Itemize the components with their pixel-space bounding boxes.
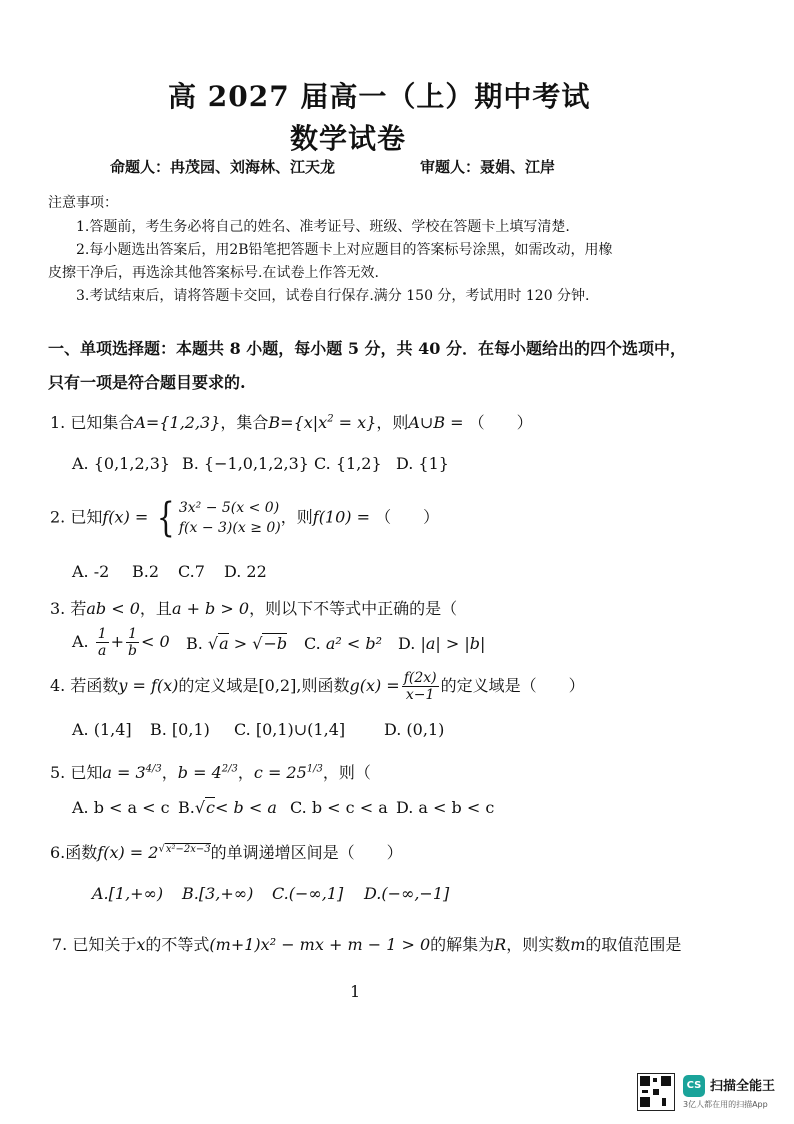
- page-number: 1: [350, 982, 361, 1001]
- notes-heading: 注意事项：: [48, 195, 118, 211]
- note-item-2b: 皮擦干净后，再选涂其他答案标号.在试卷上作答无效.: [48, 265, 379, 281]
- q6-option-b: B.[3,+∞): [182, 884, 254, 903]
- reviewers: 审题人：聂娟、江岸: [420, 158, 556, 176]
- set-a: A={1,2,3}: [134, 413, 221, 432]
- question-2: 2. 已知f(x) = { 3x² − 5(x < 0) f(x − 3)(x ≥ 0) ，则f(10) = （ ）: [50, 495, 440, 541]
- question-number: 5.: [50, 763, 66, 782]
- question-number: 7.: [52, 935, 68, 954]
- brand-tagline: 3亿人都在用的扫描App: [683, 1100, 768, 1109]
- section1-heading-line1: 一、单项选择题：本题共 8 小题，每小题 5 分，共 40 分．在每小题给出的四个选项中，: [48, 339, 686, 358]
- question-4: 4. 若函数y = f(x)的定义域是[0,2],则函数g(x) = $\frac{f(2x)}{x-1}$ 的定义域是（ ）: [50, 670, 585, 703]
- qr-code-icon: [637, 1073, 675, 1111]
- question-number: 2.: [50, 507, 66, 527]
- q5-option-c: C. b < c < a: [290, 798, 388, 817]
- question-1: 1. 已知集合A={1,2,3}，集合$B=\{x|x^2 = x\}$，则A∪B = （ ）: [50, 413, 533, 432]
- set-b: $B=\{x|x^2 = x\}$: [268, 413, 377, 432]
- camscanner-logo-icon: CS: [683, 1075, 705, 1097]
- exam-subtitle: 数学试卷: [290, 122, 407, 155]
- q4-option-d: D. (0,1): [384, 720, 445, 739]
- brand-name: 扫描全能王: [710, 1079, 776, 1094]
- q3-option-c: C. a² < b²: [304, 634, 383, 653]
- question-number: 6.: [50, 843, 66, 862]
- q2-option-d: D. 22: [224, 562, 267, 581]
- q4-option-c: C. [0,1)∪(1,4]: [234, 720, 346, 739]
- q1-option-b: B. {−1,0,1,2,3}: [182, 454, 309, 473]
- q4-option-a: A. (1,4]: [72, 720, 132, 739]
- question-7: 7. 已知关于x的不等式(m+1)x² − mx + m − 1 > 0的解集为R，则实数m的取值范围是: [52, 935, 682, 954]
- q3-option-b: B. √a > √−b: [186, 634, 288, 653]
- section1-heading-line2: 只有一项是符合题目要求的.: [48, 373, 246, 392]
- q5-option-b: B.√c< b < a: [178, 798, 277, 817]
- question-5: 5. 已知$a = 3^{4/3}$，$b = 4^{2/3}$，$c = 25^{1/3}$，则（: [50, 763, 371, 782]
- q1-option-a: A. {0,1,2,3}: [72, 454, 171, 473]
- q3-option-d: D. |a| > |b|: [398, 634, 486, 653]
- question-number: 3.: [50, 599, 66, 618]
- q6-option-d: D.(−∞,−1]: [364, 884, 450, 903]
- q2-option-b: B.2: [132, 562, 160, 581]
- question-number: 1.: [50, 413, 66, 432]
- question-6: 6.函数$f(x) = 2^{√x^2-2x-3}$的单调递增区间是（ ）: [50, 843, 403, 862]
- note-item-1: 1.答题前，考生务必将自己的姓名、准考证号、班级、学校在答题卡上填写清楚.: [76, 219, 570, 235]
- authors: 命题人：冉茂园、刘海林、江天龙: [110, 158, 336, 176]
- note-item-3: 3.考试结束后，请将答题卡交回，试卷自行保存.满分 150 分，考试用时 120 分钟.: [76, 288, 590, 304]
- q6-option-a: A.[1,+∞): [92, 884, 164, 903]
- q2-option-c: C.7: [178, 562, 205, 581]
- question-number: 4.: [50, 676, 66, 695]
- q2-option-a: A. -2: [72, 562, 110, 581]
- question-3: 3. 若ab < 0，且a + b > 0，则以下不等式中正确的是（: [50, 599, 458, 618]
- q3-option-a: A. $\frac{1}{a}$ + $\frac{1}{b}$ < 0: [72, 626, 170, 659]
- q6-option-c: C.(−∞,1]: [272, 884, 344, 903]
- q1-option-d: D. {1}: [396, 454, 449, 473]
- note-item-2a: 2.每小题选出答案后，用2B铅笔把答题卡上对应题目的答案标号涂黑，如需改动，用橡: [76, 242, 613, 258]
- exam-title: 高 2027 届高一（上）期中考试: [168, 80, 591, 113]
- piecewise-function: { 3x² − 5(x < 0) f(x − 3)(x ≥ 0): [157, 495, 281, 541]
- q5-option-a: A. b < a < c: [72, 798, 170, 817]
- q4-option-b: B. [0,1): [150, 720, 210, 739]
- q1-option-c: C. {1,2}: [314, 454, 382, 473]
- q5-option-d: D. a < b < c: [396, 798, 495, 817]
